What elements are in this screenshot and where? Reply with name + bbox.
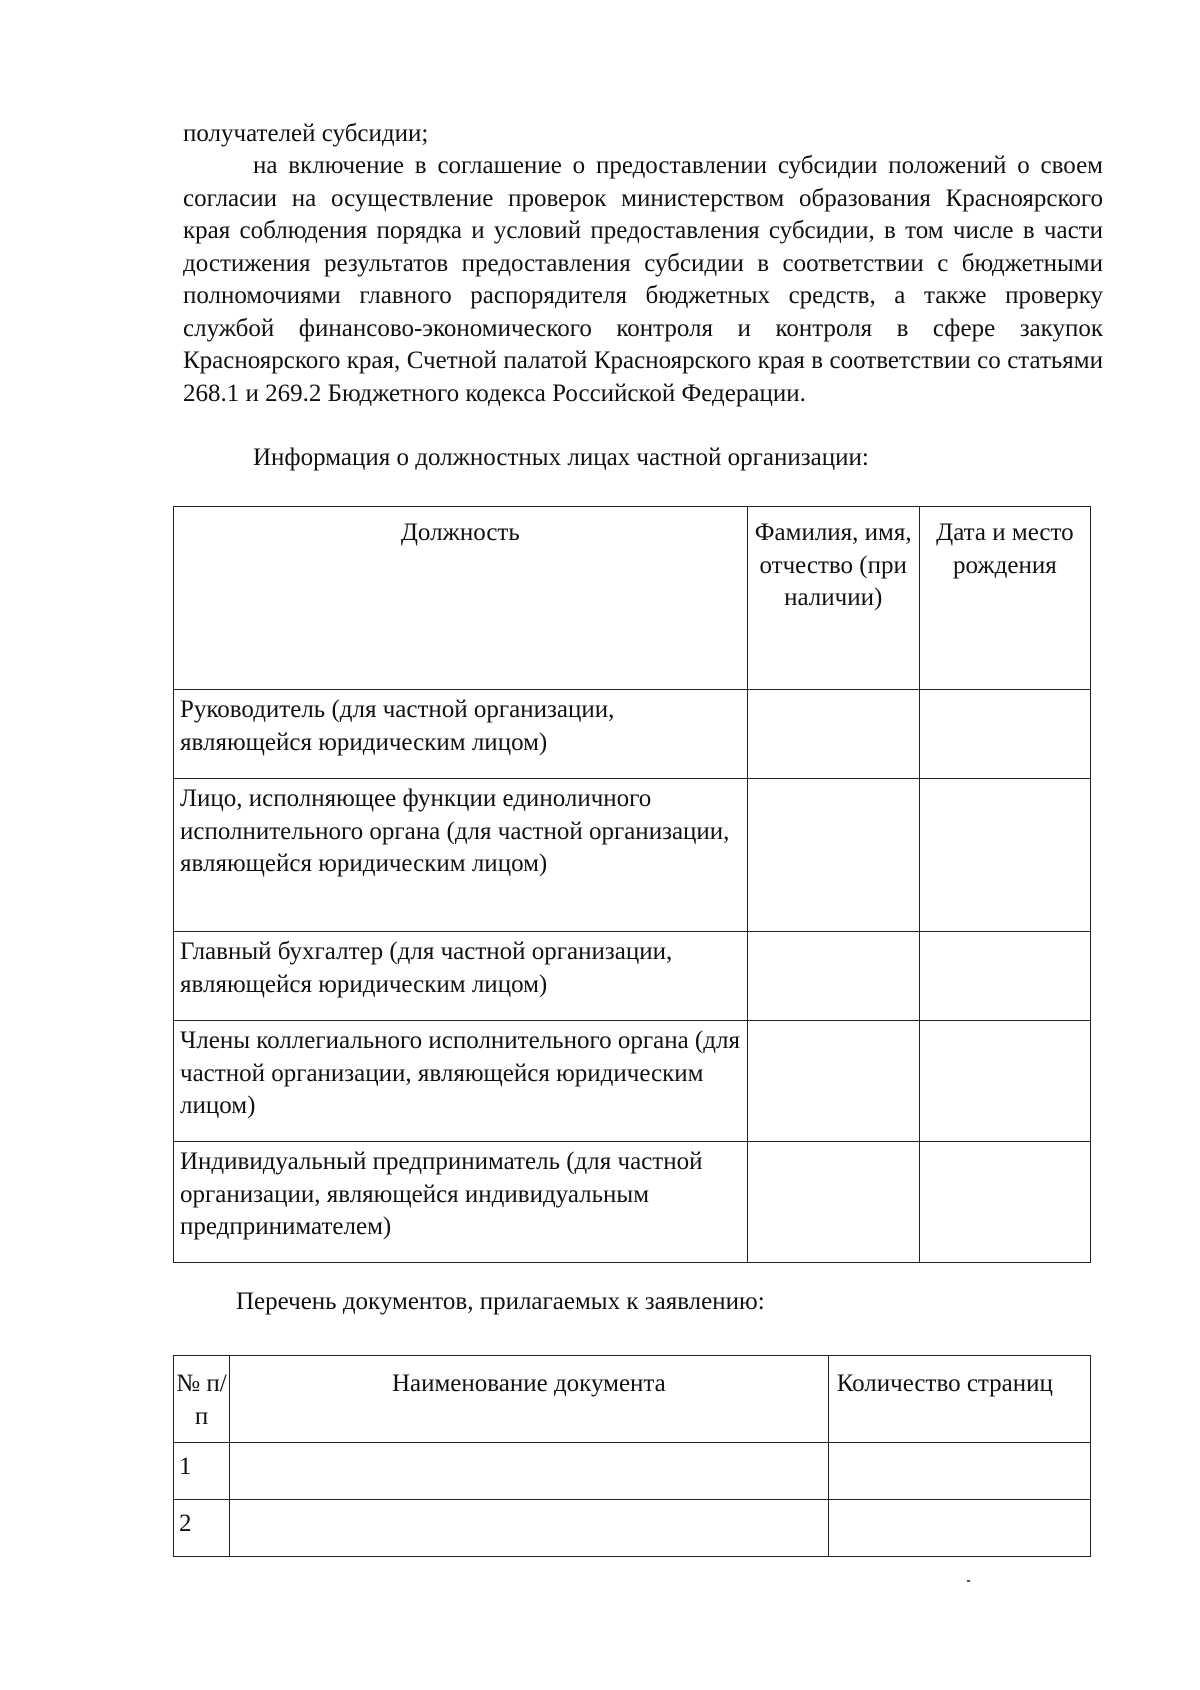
header-full-name: Фамилия, имя, отчество (при наличии) — [747, 507, 919, 690]
birth-cell — [919, 1021, 1090, 1142]
table-row — [174, 690, 1091, 779]
full-name-cell — [747, 1021, 919, 1142]
documents-header-row — [174, 1356, 1091, 1443]
birth-cell — [919, 1142, 1090, 1263]
header-document-name: Наименование документа — [230, 1356, 829, 1443]
document-name-cell — [230, 1500, 829, 1557]
full-name-cell — [747, 932, 919, 1021]
header-page-count: Количество страниц — [828, 1356, 1090, 1443]
table-row — [174, 1500, 1091, 1557]
officials-header-row — [174, 507, 1091, 690]
table-row — [174, 1142, 1091, 1263]
paragraph-consent: на включение в соглашение о предоставлении субсидии положений о своем согласии на осуществление проверок министерством образования Красноярского края соблюдения порядка и условий предоставления субсидии, в том числе в части достижения результатов предоставления субсидии в соответствии с бюджетными полномочиями главного распорядителя бюджетных средств, а также проверку службой финансово-экономического контроля и контроля в сфере закупок Красноярского края, Счетной палатой Красноярского края в соответствии со статьями 268.1 и 269.2 Бюджетного кодекса Российской Федерации. — [183, 152, 1103, 407]
paragraph-officials-intro: Информация о должностных лицах частной организации: — [253, 444, 869, 471]
header-number: № п/п — [174, 1356, 230, 1443]
table-row — [174, 1021, 1091, 1142]
documents-table — [173, 1355, 1091, 1557]
table-row — [174, 779, 1091, 932]
position-cell: Главный бухгалтер (для частной организации, являющейся юридическим лицом) — [174, 932, 748, 1021]
full-name-cell — [747, 690, 919, 779]
header-position: Должность — [174, 507, 748, 690]
birth-cell — [919, 932, 1090, 1021]
position-cell: Руководитель (для частной организации, являющейся юридическим лицом) — [174, 690, 748, 779]
row-number-cell: 2 — [174, 1500, 230, 1557]
document-name-cell — [230, 1443, 829, 1500]
paragraph-documents-intro: Перечень документов, прилагаемых к заявлению: — [236, 1288, 765, 1315]
officials-table — [173, 506, 1091, 1263]
header-birth-date-place: Дата и место рождения — [919, 507, 1090, 690]
birth-cell — [919, 690, 1090, 779]
full-name-cell — [747, 1142, 919, 1263]
row-number-cell: 1 — [174, 1443, 230, 1500]
position-cell: Лицо, исполняющее функции единоличного исполнительного органа (для частной организации, являющейся юридическим лицом) — [174, 779, 748, 932]
page-count-cell — [828, 1443, 1090, 1500]
birth-cell — [919, 779, 1090, 932]
position-cell: Члены коллегиального исполнительного органа (для частной организации, являющейся юридическим лицом) — [174, 1021, 748, 1142]
paragraph-recipients: получателей субсидии; — [183, 120, 429, 147]
table-row — [174, 932, 1091, 1021]
scan-speck — [967, 1580, 970, 1582]
page-count-cell — [828, 1500, 1090, 1557]
table-row — [174, 1443, 1091, 1500]
full-name-cell — [747, 779, 919, 932]
position-cell: Индивидуальный предприниматель (для частной организации, являющейся индивидуальным предпринимателем) — [174, 1142, 748, 1263]
